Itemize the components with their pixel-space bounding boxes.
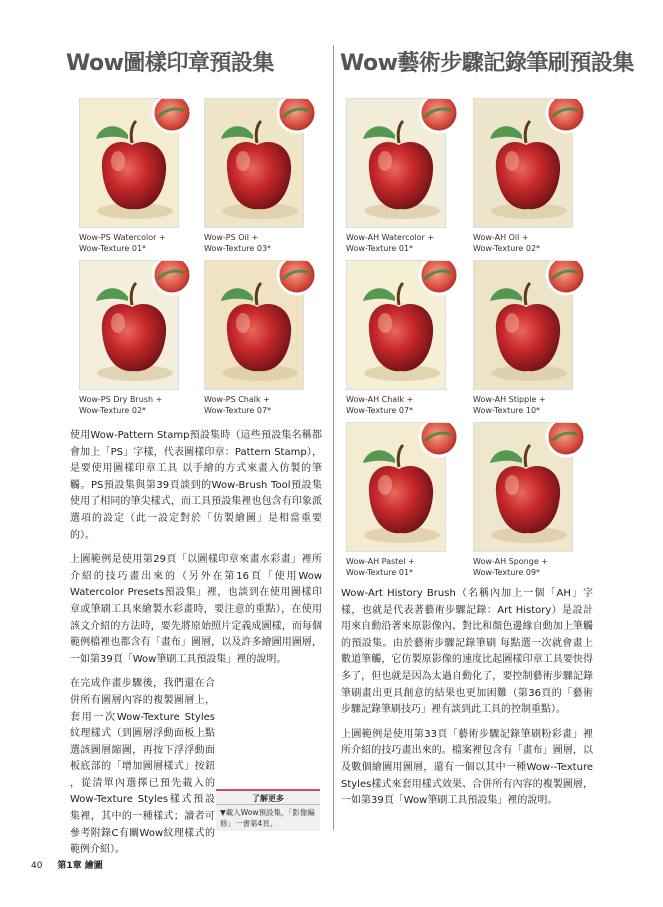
figure-caption <box>473 556 585 578</box>
caption-line-1: Wow-AH Chalk + <box>346 395 414 404</box>
figure-caption <box>473 232 585 254</box>
left-paragraph-3: 在完成作畫步驟後，我們還在合併所有圖層內容的複製圖層上，套用一次Wow-Texture Styles紋理樣式（到圖層浮動面板上點選該圖層縮圖，再按下浮浮動面板底部的「增加圖層樣式」按鈕 ，從清單內選擇已預先載入的Wow-Texture Styles樣式預設集裡，其中的一種樣式；讀者可參考附錄C有關Wow紋理樣式的範例介紹）。 <box>70 678 215 856</box>
apple-figure <box>346 260 458 416</box>
caption-line-1: Wow-AH Stipple + <box>473 395 546 404</box>
apple-figure <box>204 98 316 254</box>
learn-more-title: 了解更多 <box>216 791 320 805</box>
figure-caption <box>346 232 458 254</box>
apple-figure <box>473 422 585 578</box>
caption-line-2: Wow-Texture 01* <box>79 244 147 253</box>
right-body <box>341 586 593 818</box>
caption-line-1: Wow-AH Sponge + <box>473 557 548 566</box>
column-divider <box>333 45 334 830</box>
caption-line-1: Wow-PS Oil + <box>204 233 259 242</box>
apple-painting-image <box>346 422 446 552</box>
caption-line-1: Wow-PS Dry Brush + <box>79 395 163 404</box>
learn-more-body: ▼載入Wow預設集，「影像編修」一書第4頁。 <box>220 808 315 828</box>
figure-caption <box>346 556 458 578</box>
caption-line-1: Wow-AH Watercolor + <box>346 233 435 242</box>
apple-painting-image <box>79 98 179 228</box>
apple-figure <box>79 98 191 254</box>
right-paragraph-2: 上圖範例是使用第33頁「藝術步驟記錄筆刷粉彩畫」裡所介紹的技巧畫出來的。檔案裡包含有「畫布」圖層，以及數個繪圖用圖層，還有一個以其中一種Wow--Texture Styles樣式來套用樣式效果、合併所有內容的複製圖層，一如第39頁「Wow筆刷工具預設集」裡的說明。 <box>341 728 593 807</box>
caption-line-2: Wow-Texture 10* <box>473 406 541 415</box>
apple-figure <box>346 422 458 578</box>
apple-figure <box>79 260 191 416</box>
caption-line-2: Wow-Texture 07* <box>204 406 272 415</box>
right-heading: Wow藝術步驟記錄筆刷預設集 <box>340 51 634 76</box>
apple-painting-image <box>473 422 573 552</box>
figure-caption <box>79 232 191 254</box>
apple-painting-image <box>473 260 573 390</box>
figure-caption <box>473 394 585 416</box>
figure-caption <box>79 394 191 416</box>
caption-line-2: Wow-Texture 07* <box>346 406 414 415</box>
left-paragraph-2: 上圖範例是使用第29頁「以圖樣印章來畫水彩畫」裡所介紹的技巧畫出來的（另外在第16頁「使用Wow Watercolor Presets預設集」裡，也談到在使用圖樣印章或筆刷工具來繪製水彩畫時，要注意的重點），在使用該文介紹的方法時，要先將原始照片定義成圖樣，而每個範例檔裡也都含有「畫布」圖層，以及許多繪圖用圖層，一如第39頁「Wow筆刷工具預設集」裡的說明。 <box>70 554 322 665</box>
page-footer <box>31 858 103 871</box>
apple-painting-image <box>79 260 179 390</box>
chapter-label: 第1章 繪圖 <box>57 861 103 871</box>
apple-figure <box>473 98 585 254</box>
caption-line-2: Wow-Texture 02* <box>79 406 147 415</box>
apple-figure <box>346 98 458 254</box>
caption-line-2: Wow-Texture 03* <box>204 244 272 253</box>
caption-line-2: Wow-Texture 01* <box>346 568 414 577</box>
apple-painting-image <box>204 98 304 228</box>
apple-figure <box>204 260 316 416</box>
right-paragraph-1: Wow-Art History Brush（名稱內加上一個「AH」字樣，也就是代表著藝術步驟記錄：Art History）是設計用來自動沿著來原影像內、對比和顏色邊緣自動加上筆觸的預設集。由於藝術步驟記錄筆刷 每點選一次就會畫上數道筆觸，它仿製原影像的速度比起圖樣印章工具要快得多了，但也就是因為太過自動化了，要控制藝術步驟記錄筆刷畫出更具創意的結果也更加困難（第36頁的「藝術步驟記錄筆刷技巧」裡有談到此工具的控制重點）。 <box>341 588 593 716</box>
learn-more-box <box>216 789 320 831</box>
caption-line-1: Wow-PS Chalk + <box>204 395 270 404</box>
caption-line-2: Wow-Texture 02* <box>473 244 541 253</box>
page-number: 40 <box>31 861 43 871</box>
caption-line-1: Wow-AH Pastel + <box>346 557 415 566</box>
figure-caption <box>204 394 316 416</box>
apple-painting-image <box>346 260 446 390</box>
left-heading: Wow圖樣印章預設集 <box>66 51 274 76</box>
apple-painting-image <box>473 98 573 228</box>
apple-painting-image <box>204 260 304 390</box>
caption-line-2: Wow-Texture 01* <box>346 244 414 253</box>
apple-painting-image <box>346 98 446 228</box>
apple-figure <box>473 260 585 416</box>
caption-line-1: Wow-PS Watercolor + <box>79 233 166 242</box>
figure-caption <box>346 394 458 416</box>
figure-caption <box>204 232 316 254</box>
caption-line-2: Wow-Texture 09* <box>473 568 541 577</box>
left-paragraph-1: 使用Wow-Pattern Stamp預設集時（這些預設集名稱都會加上「PS」字樣，代表圖樣印章：Pattern Stamp），是要使用圖樣印章工具 以手繪的方式來畫入仿製的筆觸。PS預設集與第39頁談到的Wow-Brush Tool預設集使用了相同的筆尖樣式，而工具預設集裡也包含有印象派選項的設定（此一設定對於「仿製繪圖」是相當重要的）。 <box>70 430 322 541</box>
caption-line-1: Wow-AH Oil + <box>473 233 529 242</box>
